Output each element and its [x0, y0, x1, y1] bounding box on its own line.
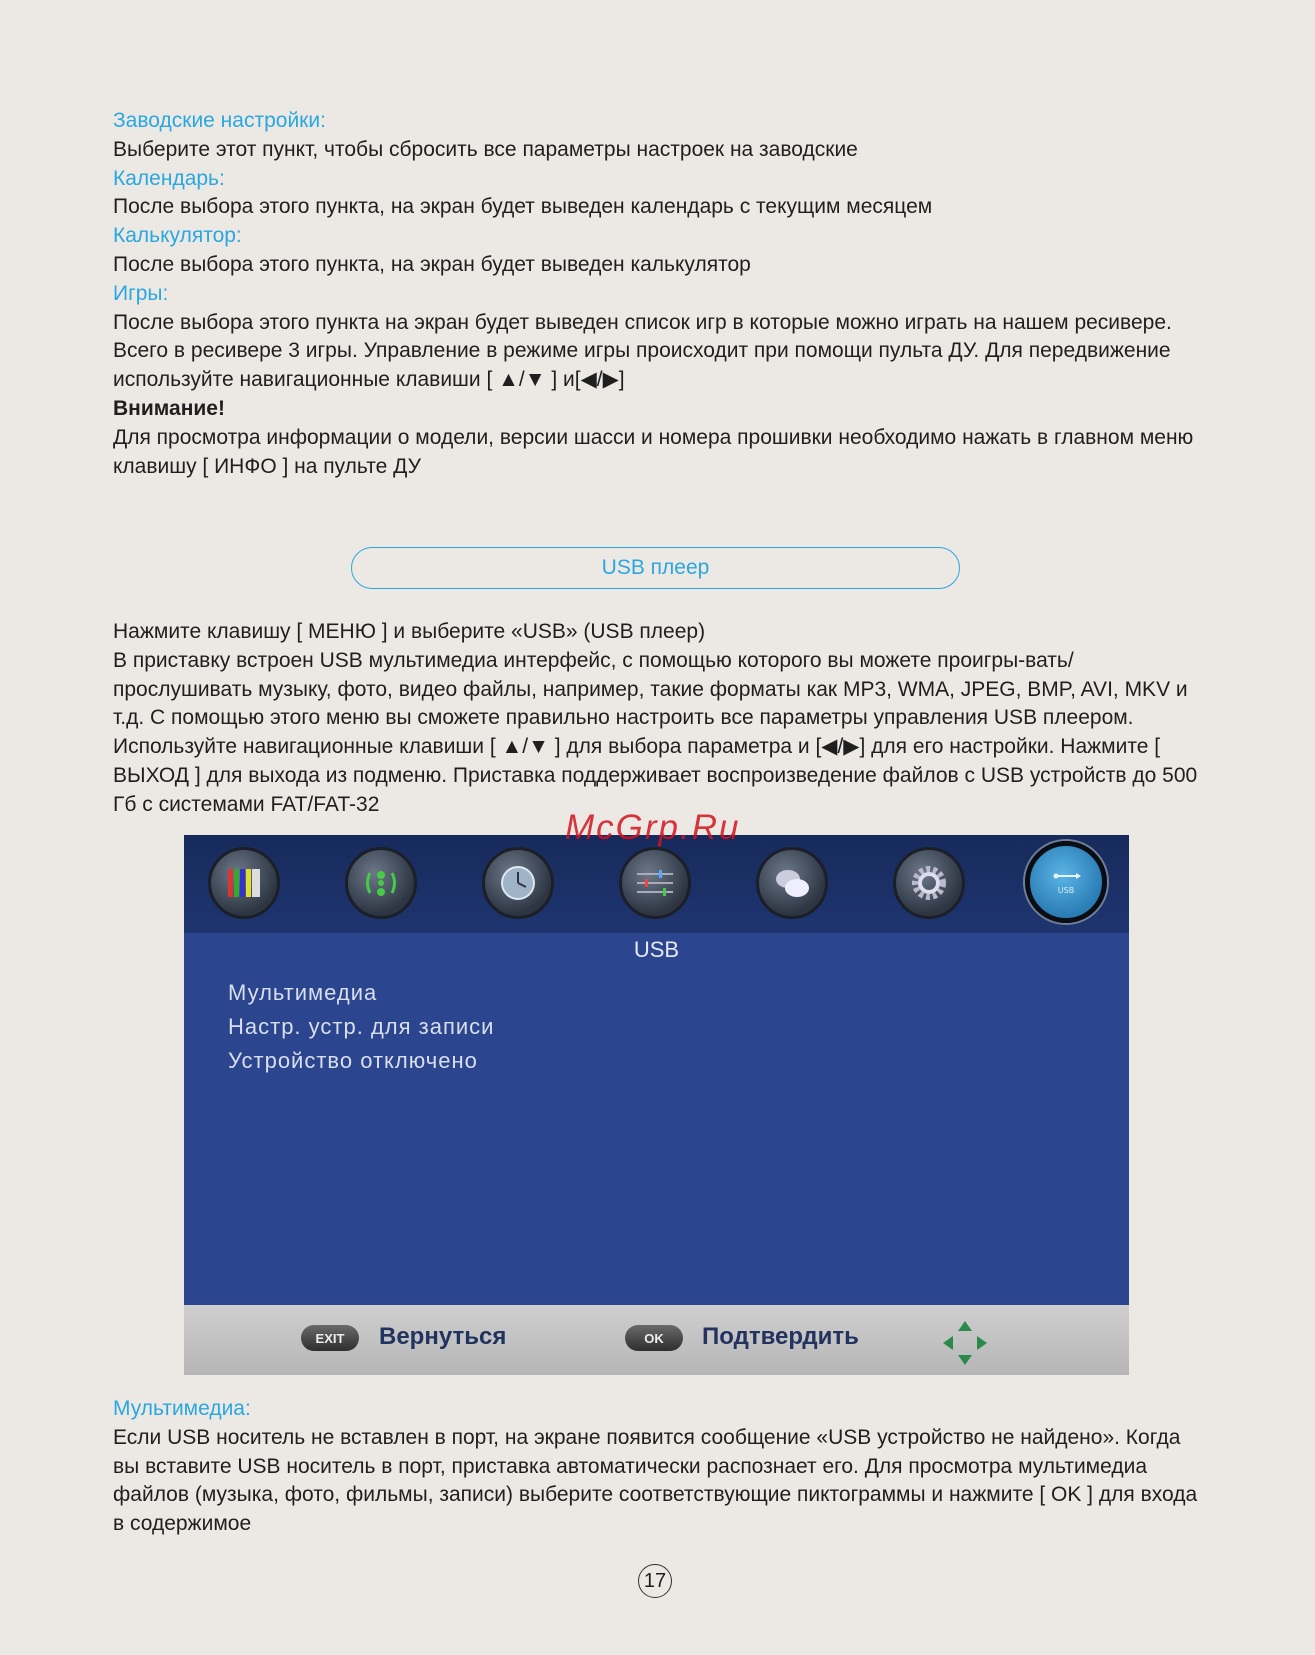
signal-icon[interactable]: [345, 847, 417, 919]
factory-settings-heading: Заводские настройки:: [113, 109, 326, 132]
gear-icon[interactable]: [893, 847, 965, 919]
chat-bubbles-icon[interactable]: [756, 847, 828, 919]
tv-screen: [184, 835, 1129, 1375]
usb-intro: [113, 618, 1203, 820]
tv-menu-list: [228, 980, 494, 1082]
games-heading: Игры:: [113, 281, 169, 305]
usb-icon-label: USB: [1057, 886, 1075, 895]
calculator-text: После выбора этого пункта, на экран будет выведен калькулятор: [113, 252, 751, 276]
calculator-heading: Калькулятор:: [113, 224, 242, 248]
ok-key-button[interactable]: OK: [625, 1325, 683, 1351]
tv-screen-title: USB: [633, 937, 680, 962]
calendar-heading: Календарь:: [113, 166, 225, 190]
multimedia-section: [113, 1395, 1203, 1539]
usb-intro-line2: В приставку встроен USB мультимедиа интерфейс, с помощью которого вы можете проигры-вать/прослушивать музыку, фото, видео файлы, например, такие форматы как MP3, WMA, JPEG, BMP, AVI, MKV и т.д. С помощью этого меню вы сможете правильно настроить все параметры управления USB плеером. Используйте навигационные клавиши [ ▲/▼ ] для выбора параметра и [◀/▶] для его настройки. Нажмите [ ВЫХОД ] для выхода из подменю. Приставка поддерживает воспроизведение файлов с USB устройств до 500 Гб с системами FAT/FAT-32: [113, 648, 1198, 816]
factory-settings-text: Выберите этот пункт, чтобы сбросить все параметры настроек на заводские: [113, 137, 858, 161]
tv-channels-icon[interactable]: [208, 847, 280, 919]
back-label: Вернуться: [379, 1323, 507, 1350]
section-title-usb-player: USB плеер: [351, 547, 960, 589]
equalizer-icon[interactable]: [619, 847, 691, 919]
calendar-text: После выбора этого пункта, на экран будет выведен календарь с текущим месяцем: [113, 195, 933, 219]
attention-label: Внимание!: [113, 396, 225, 420]
multimedia-heading: Мультимедиа:: [113, 1397, 251, 1420]
games-text: После выбора этого пункта на экран будет выведен список игр в которые можно играть на нашем ресивере. Всего в ресивере 3 игры. Управление в режиме игры происходит при помощи пульта ДУ. Для передвижение используйте навигационные клавиши [ ▲/▼ ] и[◀/▶]: [113, 310, 1172, 392]
clock-icon[interactable]: [482, 847, 554, 919]
settings-descriptions: [113, 107, 1203, 481]
menu-item-device-disconnected[interactable]: Устройство отключено: [228, 1048, 478, 1073]
multimedia-text: Если USB носитель не вставлен в порт, на экране появится сообщение «USB устройство не найдено». Когда вы вставите USB носитель в порт, приставка автоматически распознает его. Для просмотра мультимедиа файлов (музыка, фото, фильмы, записи) выберите соответствующие пиктограммы и нажмите [ OK ] для входа в содержимое: [113, 1425, 1198, 1536]
menu-item-recording-device-settings[interactable]: Настр. устр. для записи: [228, 1014, 495, 1039]
usb-icon[interactable]: [1025, 841, 1107, 923]
watermark: McGrp.Ru: [565, 808, 741, 847]
tv-help-bar: [184, 1305, 1129, 1375]
attention-text: Для просмотра информации о модели, версии шасси и номера прошивки необходимо нажать в главном меню клавишу [ ИНФО ] на пульте ДУ: [113, 425, 1194, 478]
confirm-label: Подтвердить: [702, 1323, 859, 1350]
usb-intro-line1: Нажмите клавишу [ МЕНЮ ] и выберите «USB» (USB плеер): [113, 620, 706, 643]
tv-menu-icon-bar: [184, 835, 1129, 933]
exit-key-button[interactable]: EXIT: [301, 1325, 359, 1351]
navigation-arrows-icon: [939, 1317, 991, 1369]
page-number: 17: [638, 1564, 672, 1598]
menu-item-multimedia[interactable]: Мультимедиа: [228, 980, 378, 1005]
